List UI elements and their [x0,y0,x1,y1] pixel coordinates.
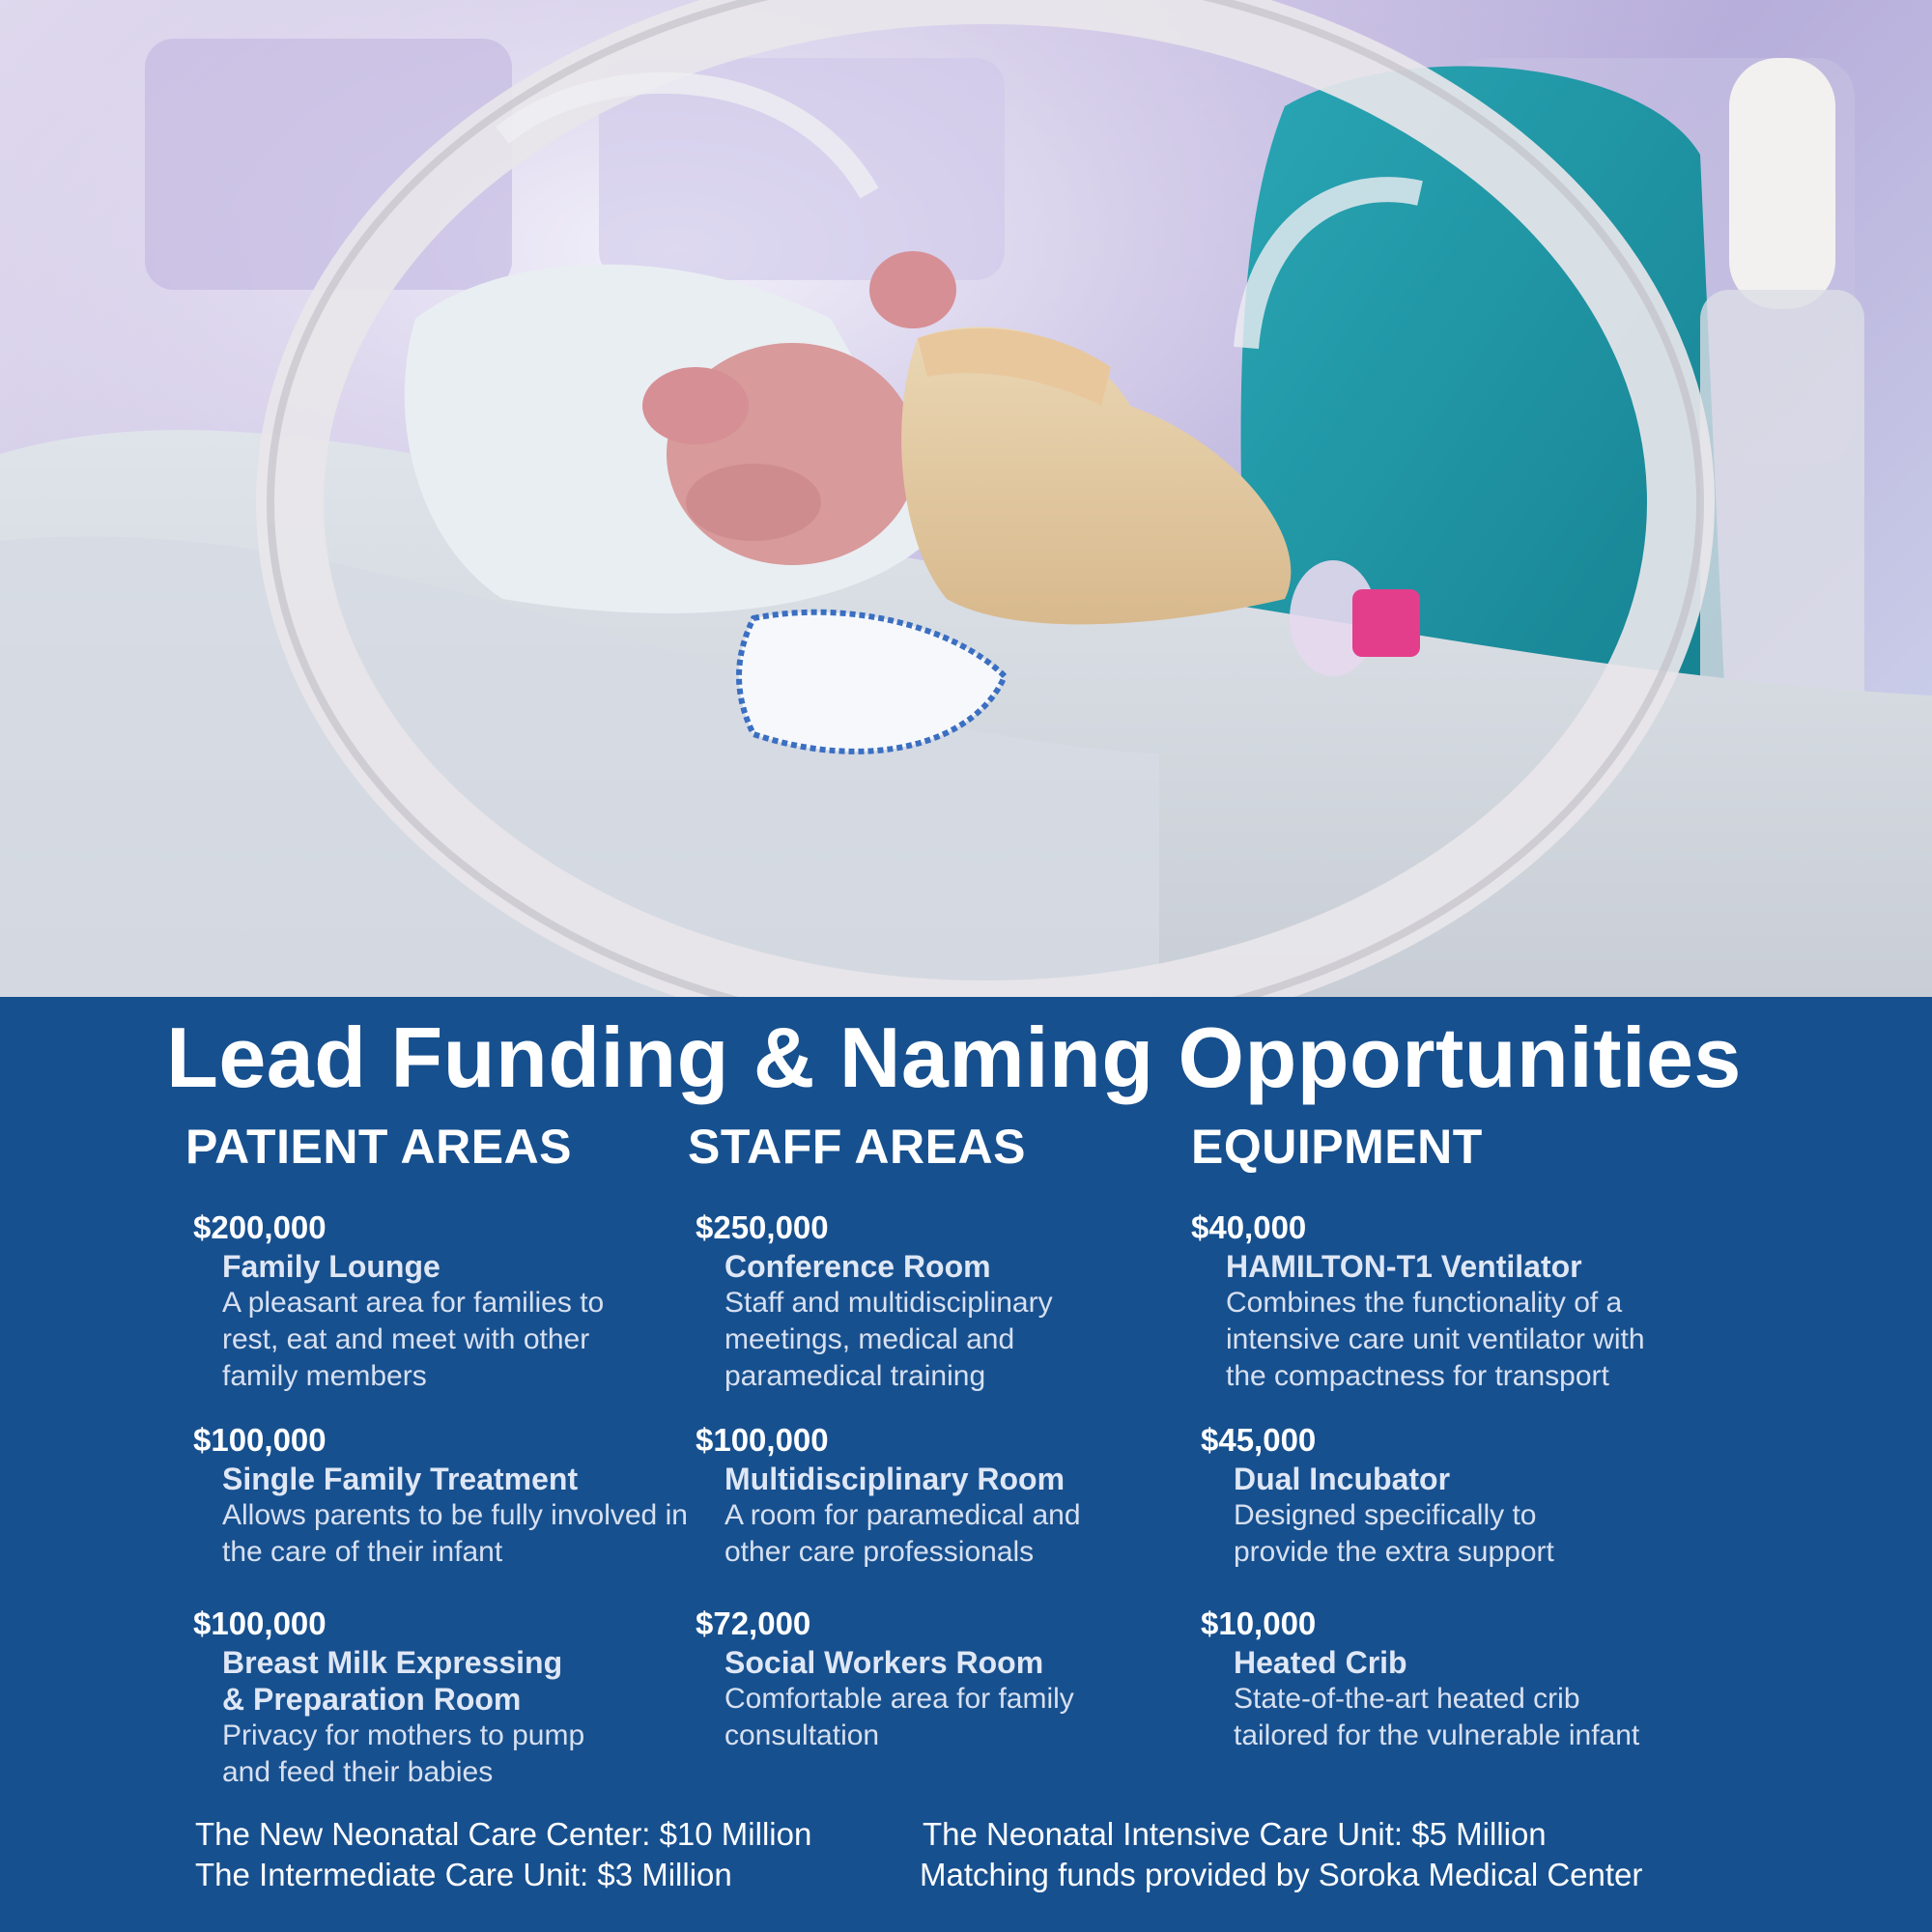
item-description: Designed specifically to provide the extra support [1234,1499,1554,1568]
footer-intermediate-care: The Intermediate Care Unit: $3 Million [195,1857,732,1892]
footer-total-neonatal-center: The New Neonatal Care Center: $10 Million [195,1816,812,1852]
item-price: $100,000 [696,1422,829,1458]
item-name: Heated Crib [1234,1645,1407,1680]
equipment-heading: EQUIPMENT [1191,1120,1483,1174]
item-description: Allows parents to be fully involved in the care of their infant [222,1499,688,1568]
page-title: Lead Funding & Naming Opportunities [166,1009,1742,1105]
item-price: $45,000 [1201,1422,1317,1458]
item-name: Social Workers Room [724,1645,1044,1680]
opportunity-item [193,1420,705,1571]
item-price: $100,000 [193,1422,327,1458]
item-name: Breast Milk Expressing & Preparation Room [222,1645,563,1717]
item-price: $40,000 [1191,1209,1307,1245]
opportunity-item [1201,1420,1684,1571]
item-name: Conference Room [724,1249,991,1284]
item-name: HAMILTON-T1 Ventilator [1226,1249,1582,1284]
item-description: Comfortable area for family consultation [724,1683,1074,1751]
opportunity-item [696,1420,1179,1571]
staff-areas-heading: STAFF AREAS [688,1120,1026,1174]
item-name: Single Family Treatment [222,1462,579,1496]
patient-areas-heading: PATIENT AREAS [185,1120,573,1174]
opportunity-item [193,1604,676,1791]
item-name: Family Lounge [222,1249,440,1284]
item-name: Multidisciplinary Room [724,1462,1065,1496]
item-price: $10,000 [1201,1605,1317,1641]
opportunity-item [696,1208,1179,1395]
item-price: $200,000 [193,1209,327,1245]
item-description: A room for paramedical and other care professionals [724,1499,1081,1568]
footer-nicu: The Neonatal Intensive Care Unit: $5 Million [923,1816,1547,1852]
item-description: Privacy for mothers to pump and feed their babies [222,1719,585,1788]
item-name: Dual Incubator [1234,1462,1451,1496]
footer-matching-funds: Matching funds provided by Soroka Medical Center [920,1857,1643,1892]
item-price: $250,000 [696,1209,829,1245]
item-description: Staff and multidisciplinary meetings, medical and paramedical training [724,1287,1053,1392]
item-description: A pleasant area for families to rest, eat and meet with other family members [222,1287,605,1392]
item-description: Combines the functionality of a intensive care unit ventilator with the compactness for transport [1226,1287,1645,1392]
opportunity-item [1201,1604,1684,1754]
item-description: State-of-the-art heated crib tailored for the vulnerable infant [1234,1683,1640,1751]
item-price: $72,000 [696,1605,811,1641]
opportunity-item [696,1604,1179,1754]
opportunity-item [1191,1208,1713,1395]
opportunity-item [193,1208,676,1395]
item-price: $100,000 [193,1605,327,1641]
